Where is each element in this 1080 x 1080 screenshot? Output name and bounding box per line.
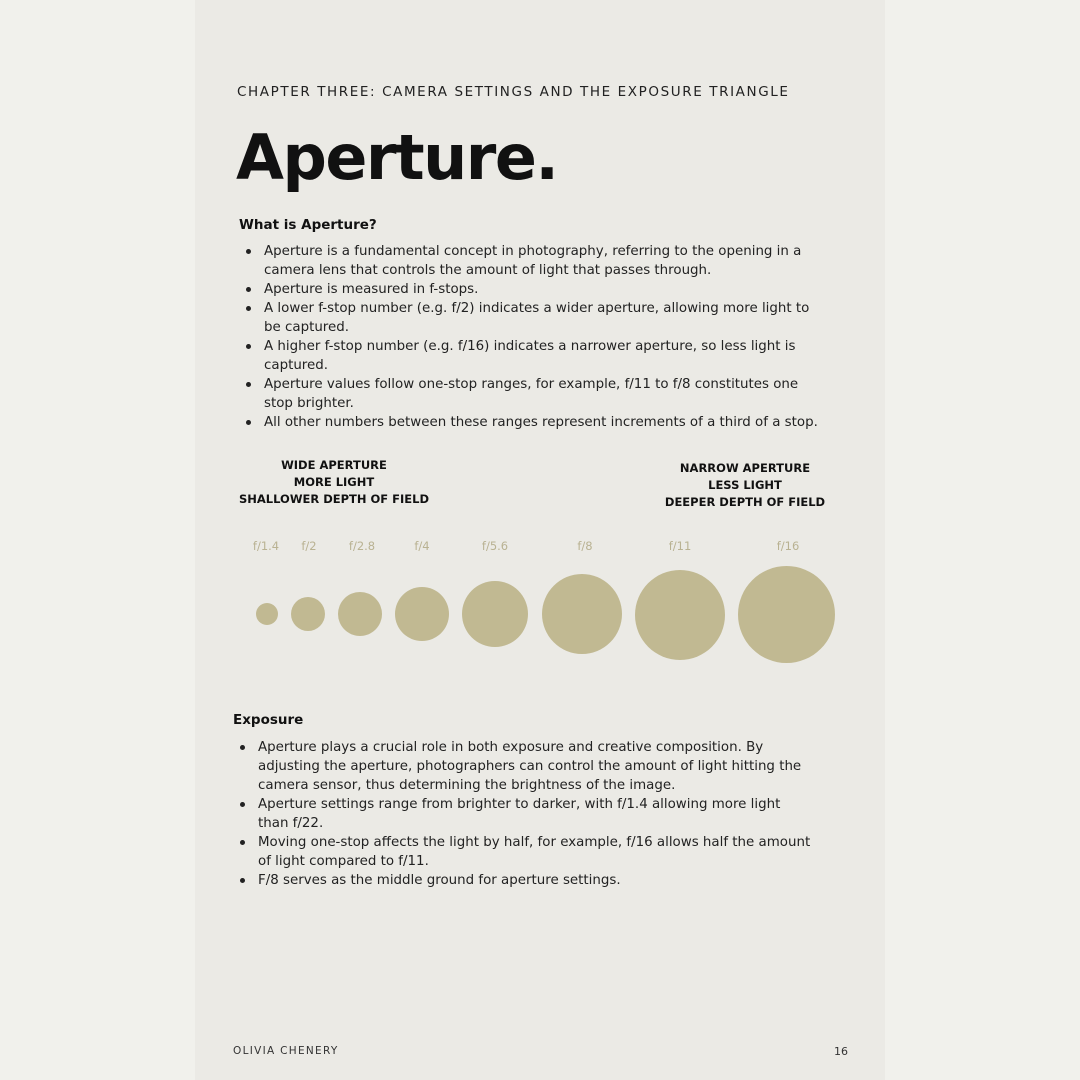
fstop-label-f1-4: f/1.4 — [252, 539, 280, 553]
page-title: Aperture. — [236, 121, 558, 194]
page-number: 16 — [834, 1045, 848, 1058]
aperture-circle-f2 — [291, 597, 325, 631]
exposure-heading: Exposure — [233, 712, 304, 728]
aperture-circle-f16 — [738, 566, 835, 663]
list-item: A higher f-stop number (e.g. f/16) indicates a narrower aperture, so less light is captured. — [240, 337, 820, 375]
list-item: Aperture values follow one-stop ranges, for example, f/11 to f/8 constitutes one stop brighter. — [240, 375, 820, 413]
list-item: A lower f-stop number (e.g. f/2) indicates a wider aperture, allowing more light to be captured. — [240, 299, 820, 337]
exposure-list — [234, 738, 814, 890]
aperture-circle-f5-6 — [462, 581, 528, 647]
narrow-aperture-caption — [665, 460, 825, 511]
caption-line: MORE LIGHT — [293, 475, 375, 489]
fstop-label-f5-6: f/5.6 — [481, 539, 509, 553]
list-item: All other numbers between these ranges represent increments of a third of a stop. — [240, 413, 820, 432]
fstop-label-f11: f/11 — [668, 539, 692, 553]
fstop-label-f8: f/8 — [577, 539, 593, 553]
aperture-circle-f8 — [542, 574, 622, 654]
aperture-circle-f1-4 — [256, 603, 278, 625]
what-is-aperture-list — [240, 242, 820, 432]
fstop-label-f2-8: f/2.8 — [348, 539, 376, 553]
fstop-label-f4: f/4 — [414, 539, 430, 553]
aperture-circle-f4 — [395, 587, 449, 641]
caption-line: DEEPER DEPTH OF FIELD — [664, 495, 826, 509]
list-item: Aperture settings range from brighter to darker, with f/1.4 allowing more light than f/22. — [234, 795, 814, 833]
footer-author: OLIVIA CHENERY — [233, 1045, 339, 1057]
list-item: Aperture plays a crucial role in both exposure and creative composition. By adjusting the aperture, photographers can control the amount of light hitting the camera sensor, thus determining the brightness of the image. — [234, 738, 814, 795]
chapter-heading: CHAPTER THREE: CAMERA SETTINGS AND THE EXPOSURE TRIANGLE — [237, 84, 790, 100]
list-item: Aperture is a fundamental concept in photography, referring to the opening in a camera lens that controls the amount of light that passes through. — [240, 242, 820, 280]
fstop-label-f2: f/2 — [301, 539, 317, 553]
caption-line: SHALLOWER DEPTH OF FIELD — [238, 492, 430, 506]
list-item: Aperture is measured in f-stops. — [240, 280, 820, 299]
caption-line: NARROW APERTURE — [679, 461, 811, 475]
fstop-label-f16: f/16 — [776, 539, 800, 553]
aperture-circle-f2-8 — [338, 592, 382, 636]
wide-aperture-caption — [239, 457, 429, 508]
caption-line: WIDE APERTURE — [281, 458, 387, 472]
what-is-aperture-heading: What is Aperture? — [239, 217, 377, 233]
list-item: Moving one-stop affects the light by half, for example, f/16 allows half the amount of light compared to f/11. — [234, 833, 814, 871]
list-item: F/8 serves as the middle ground for aperture settings. — [234, 871, 814, 890]
caption-line: LESS LIGHT — [708, 478, 782, 492]
aperture-circle-f11 — [635, 570, 725, 660]
